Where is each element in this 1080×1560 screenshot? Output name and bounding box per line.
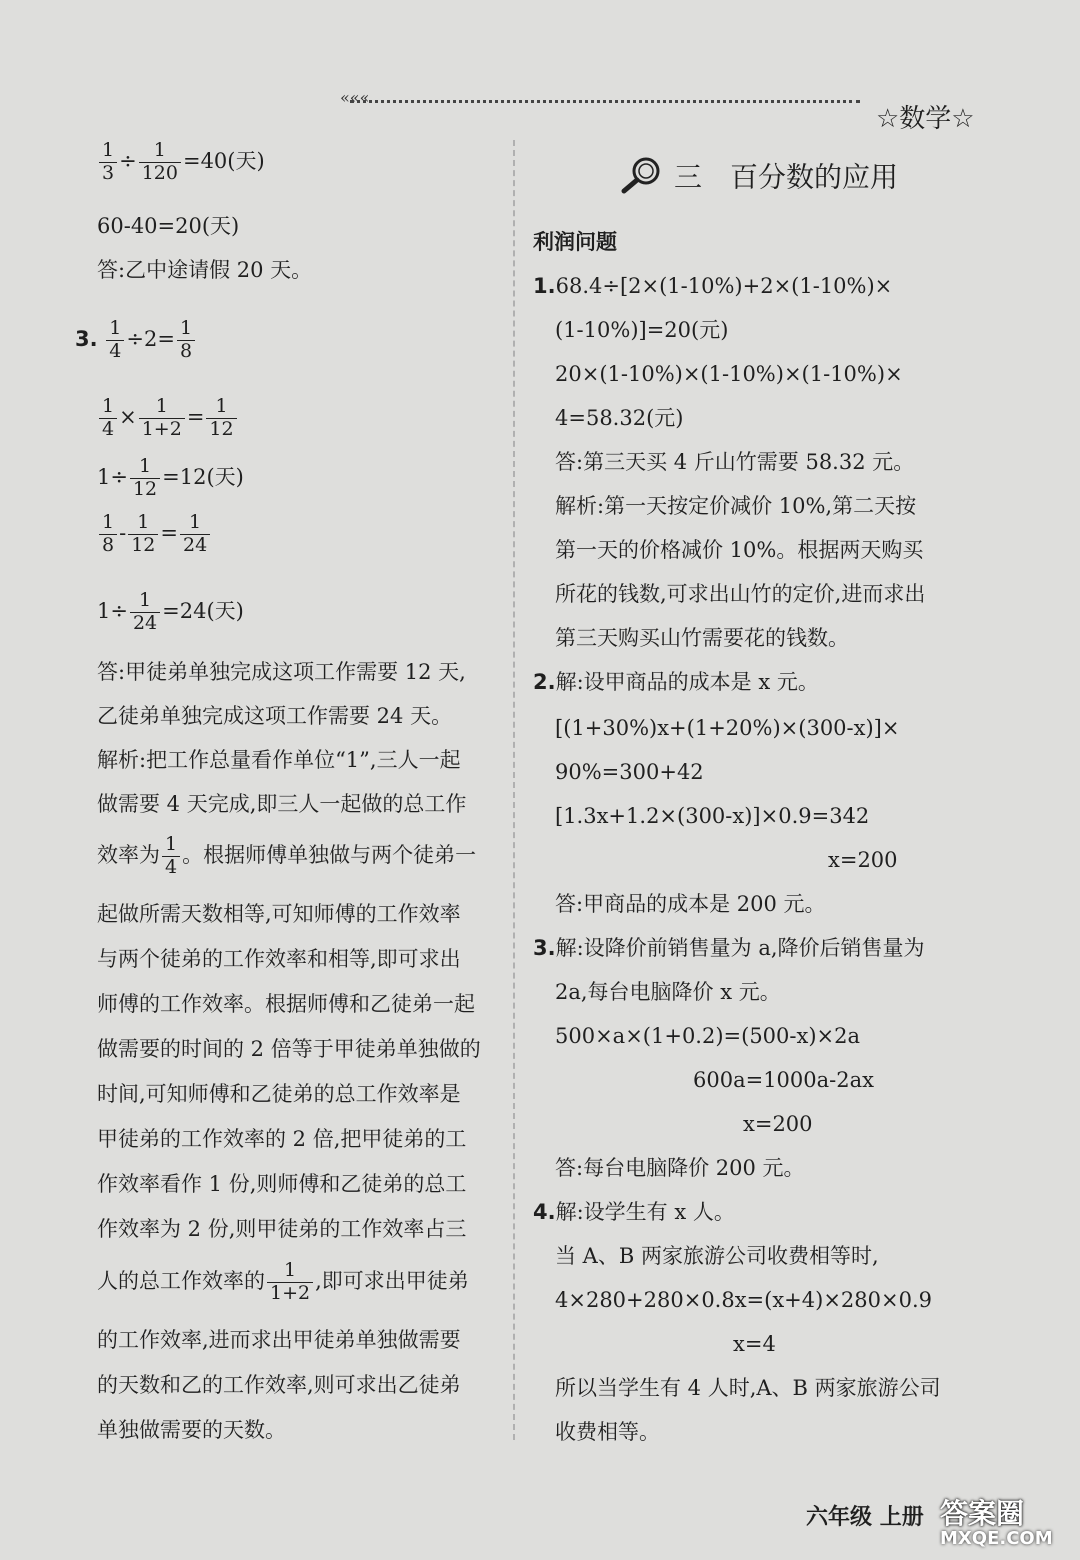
explanation-line: 效率为 $\frac{1}{4}$ 。根据师傅单独做与两个徒弟一 [97, 833, 477, 878]
fraction: $\frac{1}{8}$ [99, 512, 117, 557]
header-dotted-rule [350, 100, 860, 103]
fraction: $\frac{1}{24}$ [130, 590, 160, 635]
explanation-line: 做需要 4 天完成,即三人一起做的总工作 [97, 792, 467, 816]
fraction: $\frac{1}{8}$ [177, 318, 195, 363]
explanation-line: 起做所需天数相等,可知师傅的工作效率 [97, 902, 461, 926]
fraction: $\frac{1}{12}$ [130, 456, 160, 501]
equation-line: 当 A、B 两家旅游公司收费相等时, [555, 1244, 879, 1268]
fraction: $\frac{1}{4}$ [99, 396, 117, 441]
equation-line: 1.68.4÷[2×(1-10%)+2×(1-10%)× [533, 274, 893, 298]
explanation-line: 师傅的工作效率。根据师傅和乙徒弟一起 [97, 992, 475, 1016]
equation-line: 4=58.32(元) [555, 406, 684, 430]
answer-line: 答:甲商品的成本是 200 元。 [555, 892, 826, 916]
equation-line: (1-10%)]=20(元) [555, 318, 729, 342]
explanation-line: 作效率看作 1 份,则师傅和乙徒弟的总工 [97, 1172, 467, 1196]
explanation-line: 的工作效率,进而求出甲徒弟单独做需要 [97, 1328, 461, 1352]
equation-line: x=200 [828, 848, 898, 872]
equation-line: 500×a×(1+0.2)=(500-x)×2a [555, 1024, 861, 1048]
equation-line: 20×(1-10%)×(1-10%)×(1-10%)× [555, 362, 903, 386]
fraction: $\frac{1}{4}$ [162, 834, 180, 879]
fraction: $\frac{1}{24}$ [180, 512, 210, 557]
grade-label: 六年级 上册 [806, 1505, 924, 1530]
equation-line: $\frac{1}{8}$ - $\frac{1}{12}$ = $\frac{1}{24}$ [97, 512, 212, 557]
watermark-logo: 答案圈 [940, 1497, 1025, 1530]
fraction: $\frac{1}{120}$ [139, 140, 181, 185]
equation-line: 600a=1000a-2ax [693, 1068, 874, 1092]
equation-line: [(1+30%)x+(1+20%)×(300-x)]× [555, 716, 900, 740]
explanation-line: 解析:把工作总量看作单位“1”,三人一起 [97, 748, 461, 772]
magnifier-icon [620, 155, 664, 202]
answer-line: 所以当学生有 4 人时,A、B 两家旅游公司 [555, 1376, 941, 1400]
watermark-url: MXQE.COM [940, 1528, 1053, 1549]
explanation-line: 人的总工作效率的 $\frac{1}{1+2}$ ,即可求出甲徒弟 [97, 1259, 469, 1304]
subject-label: ☆数学☆ [876, 104, 975, 134]
explanation-line: 的天数和乙的工作效率,则可求出乙徒弟 [97, 1373, 461, 1397]
explanation-line: 第三天购买山竹需要花的钱数。 [555, 626, 849, 650]
fraction: $\frac{1}{4}$ [106, 318, 124, 363]
equation-line: 90%=300+42 [555, 760, 704, 784]
explanation-line: 单独做需要的天数。 [97, 1418, 286, 1442]
equation-line: 4.解:设学生有 x 人。 [533, 1200, 735, 1224]
equation-line: $\frac{1}{4}$ × $\frac{1}{1+2}$ = $\frac{1}{12}$ [97, 396, 239, 441]
answer-line: 答:乙中途请假 20 天。 [97, 258, 313, 282]
equation-line: 4×280+280×0.8x=(x+4)×280×0.9 [555, 1288, 933, 1312]
section-title: 三 百分数的应用 [620, 155, 898, 202]
question-number: 3. [533, 936, 556, 960]
explanation-line: 作效率为 2 份,则甲徒弟的工作效率占三 [97, 1217, 467, 1241]
answer-line: 答:甲徒弟单独完成这项工作需要 12 天, [97, 660, 466, 684]
column-divider [513, 140, 515, 1440]
subsection-heading: 利润问题 [533, 230, 617, 254]
equation-line: $\frac{1}{3}$ ÷ $\frac{1}{120}$ =40(天) [97, 140, 265, 185]
explanation-line: 第一天的价格减价 10%。根据两天购买 [555, 538, 924, 562]
explanation-line: 所花的钱数,可求出山竹的定价,进而求出 [555, 582, 926, 606]
question-number: 3. [75, 326, 98, 351]
equation-line: 2.解:设甲商品的成本是 x 元。 [533, 670, 819, 694]
explanation-line: 做需要的时间的 2 倍等于甲徒弟单独做的 [97, 1037, 481, 1061]
explanation-line: 与两个徒弟的工作效率和相等,即可求出 [97, 947, 461, 971]
equation-line: [1.3x+1.2×(300-x)]×0.9=342 [555, 804, 870, 828]
answer-line: 答:每台电脑降价 200 元。 [555, 1156, 805, 1180]
fraction: $\frac{1}{1+2}$ [139, 396, 185, 441]
answer-line: 收费相等。 [555, 1420, 660, 1444]
explanation-line: 时间,可知师傅和乙徒弟的总工作效率是 [97, 1082, 461, 1106]
question-number: 1. [533, 274, 556, 298]
fraction: $\frac{1}{1+2}$ [267, 1260, 313, 1305]
explanation-line: 甲徒弟的工作效率的 2 倍,把甲徒弟的工 [97, 1127, 467, 1151]
equation-line: 3.解:设降价前销售量为 a,降价后销售量为 [533, 936, 925, 960]
answer-line: 答:第三天买 4 斤山竹需要 58.32 元。 [555, 450, 915, 474]
answer-line: 乙徒弟单独完成这项工作需要 24 天。 [97, 704, 453, 728]
equation-line: 1÷ $\frac{1}{12}$ =12(天) [97, 455, 244, 500]
fraction: $\frac{1}{12}$ [206, 396, 236, 441]
fraction: $\frac{1}{12}$ [128, 512, 158, 557]
fraction: $\frac{1}{3}$ [99, 140, 117, 185]
equation-line: 3. $\frac{1}{4}$ ÷2= $\frac{1}{8}$ [75, 318, 197, 363]
question-number: 2. [533, 670, 556, 694]
explanation-line: 解析:第一天按定价减价 10%,第二天按 [555, 494, 917, 518]
equation-line: 60-40=20(天) [97, 214, 240, 238]
header-arrows: ««« [340, 88, 370, 107]
equation-line: 1÷ $\frac{1}{24}$ =24(天) [97, 589, 244, 634]
equation-line: x=4 [733, 1332, 776, 1356]
equation-line: 2a,每台电脑降价 x 元。 [555, 980, 781, 1004]
question-number: 4. [533, 1200, 556, 1224]
equation-line: x=200 [743, 1112, 813, 1136]
